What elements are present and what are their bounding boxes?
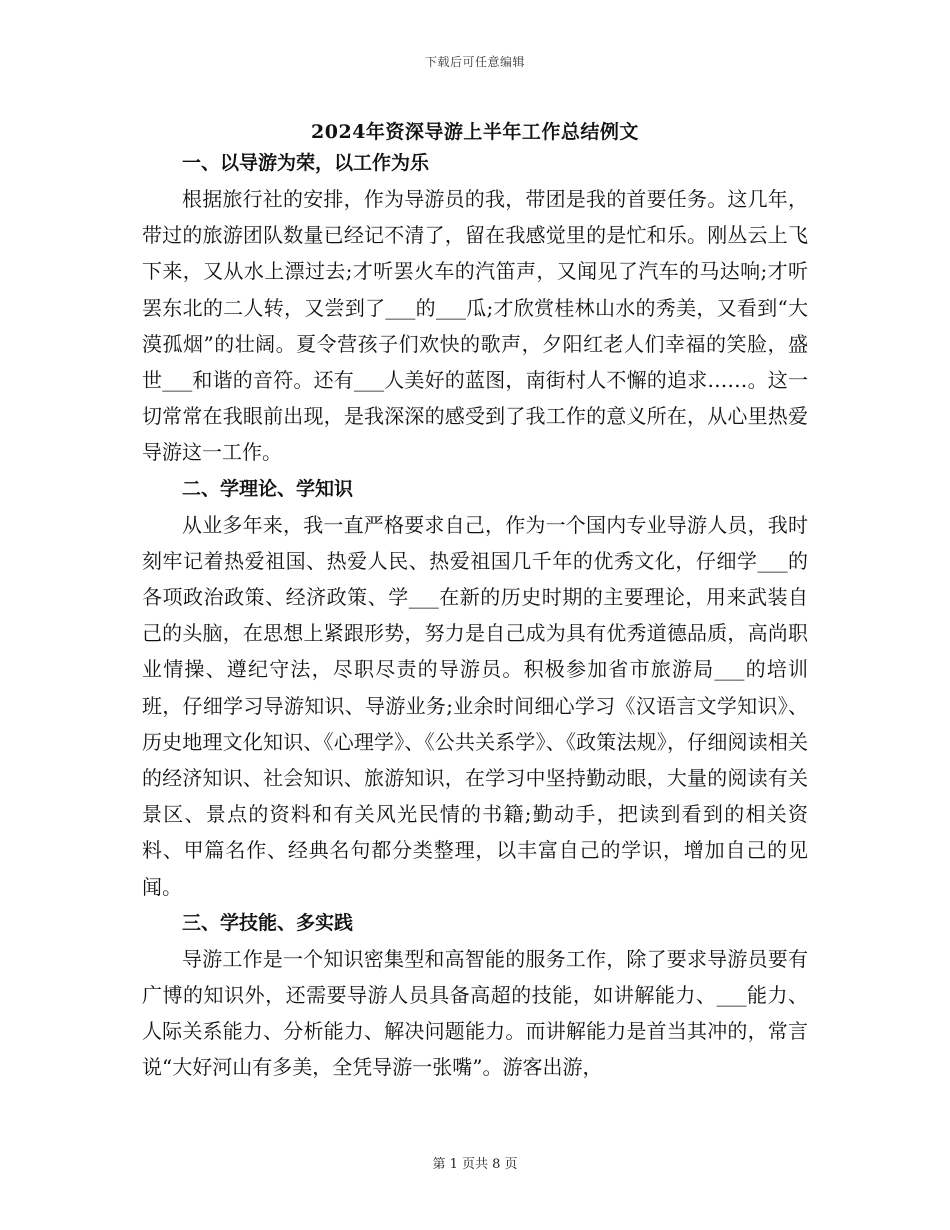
section-heading: 三、学技能、多实践 xyxy=(182,911,354,934)
section-paragraph: 根据旅行社的安排，作为导游员的我，带团是我的首要任务。这几年，带过的旅游团队数量已经记不清了，留在我感觉里的是忙和乐。刚丛云上飞下来，又从水上漂过去;才听罢火车的汽笛声，又闻见了汽车的马达响;才听罢东北的二人转，又尝到了___的___瓜;才欣赏桂林山水的秀美，又看到“大漠孤烟”的壮阔。夏令营孩子们欢快的歌声，夕阳红老人们幸福的笑脸，盛世___和谐的音符。还有___人美好的蓝图，南街村人不懈的追求……。这一切常常在我眼前出现，是我深深的感受到了我工作的意义所在，从心里热爱导游这一工作。 xyxy=(142,187,808,465)
page-footer: 第 1 页共 8 页 xyxy=(432,1157,518,1172)
page-header: 下载后可任意编辑 xyxy=(424,55,525,69)
section-paragraph: 导游工作是一个知识密集型和高智能的服务工作，除了要求导游员要有广博的知识外，还需要导游人员具备高超的技能，如讲解能力、___能力、人际关系能力、分析能力、解决问题能力。而讲解能力是首当其冲的，常言说“大好河山有多美，全凭导游一张嘴”。游客出游， xyxy=(142,946,808,1080)
section-paragraph: 从业多年来，我一直严格要求自己，作为一个国内专业导游人员，我时刻牢记着热爱祖国、热爱人民、热爱祖国几千年的优秀文化，仔细学___的各项政治政策、经济政策、学___在新的历史时期的主要理论，用来武装自己的头脑，在思想上紧跟形势，努力是自己成为具有优秀道德品质，高尚职业情操、遵纪守法，尽职尽责的导游员。积极参加省市旅游局___的培训班，仔细学习导游知识、导游业务;业余时间细心学习《汉语言文学知识》、历史地理文化知识、《心理学》、《公共关系学》、《政策法规》，仔细阅读相关的经济知识、社会知识、旅游知识，在学习中坚持勤动眼，大量的阅读有关景区、景点的资料和有关风光民情的书籍;勤动手，把读到看到的相关资料、甲篇名作、经典名句都分类整理，以丰富自己的学识，增加自己的见闻。 xyxy=(142,512,808,899)
document-title: 2024年资深导游上半年工作总结例文 xyxy=(311,121,639,143)
section-heading: 二、学理论、学知识 xyxy=(182,477,354,500)
document-body xyxy=(142,145,808,1086)
section-heading: 一、以导游为荣，以工作为乐 xyxy=(182,152,430,174)
